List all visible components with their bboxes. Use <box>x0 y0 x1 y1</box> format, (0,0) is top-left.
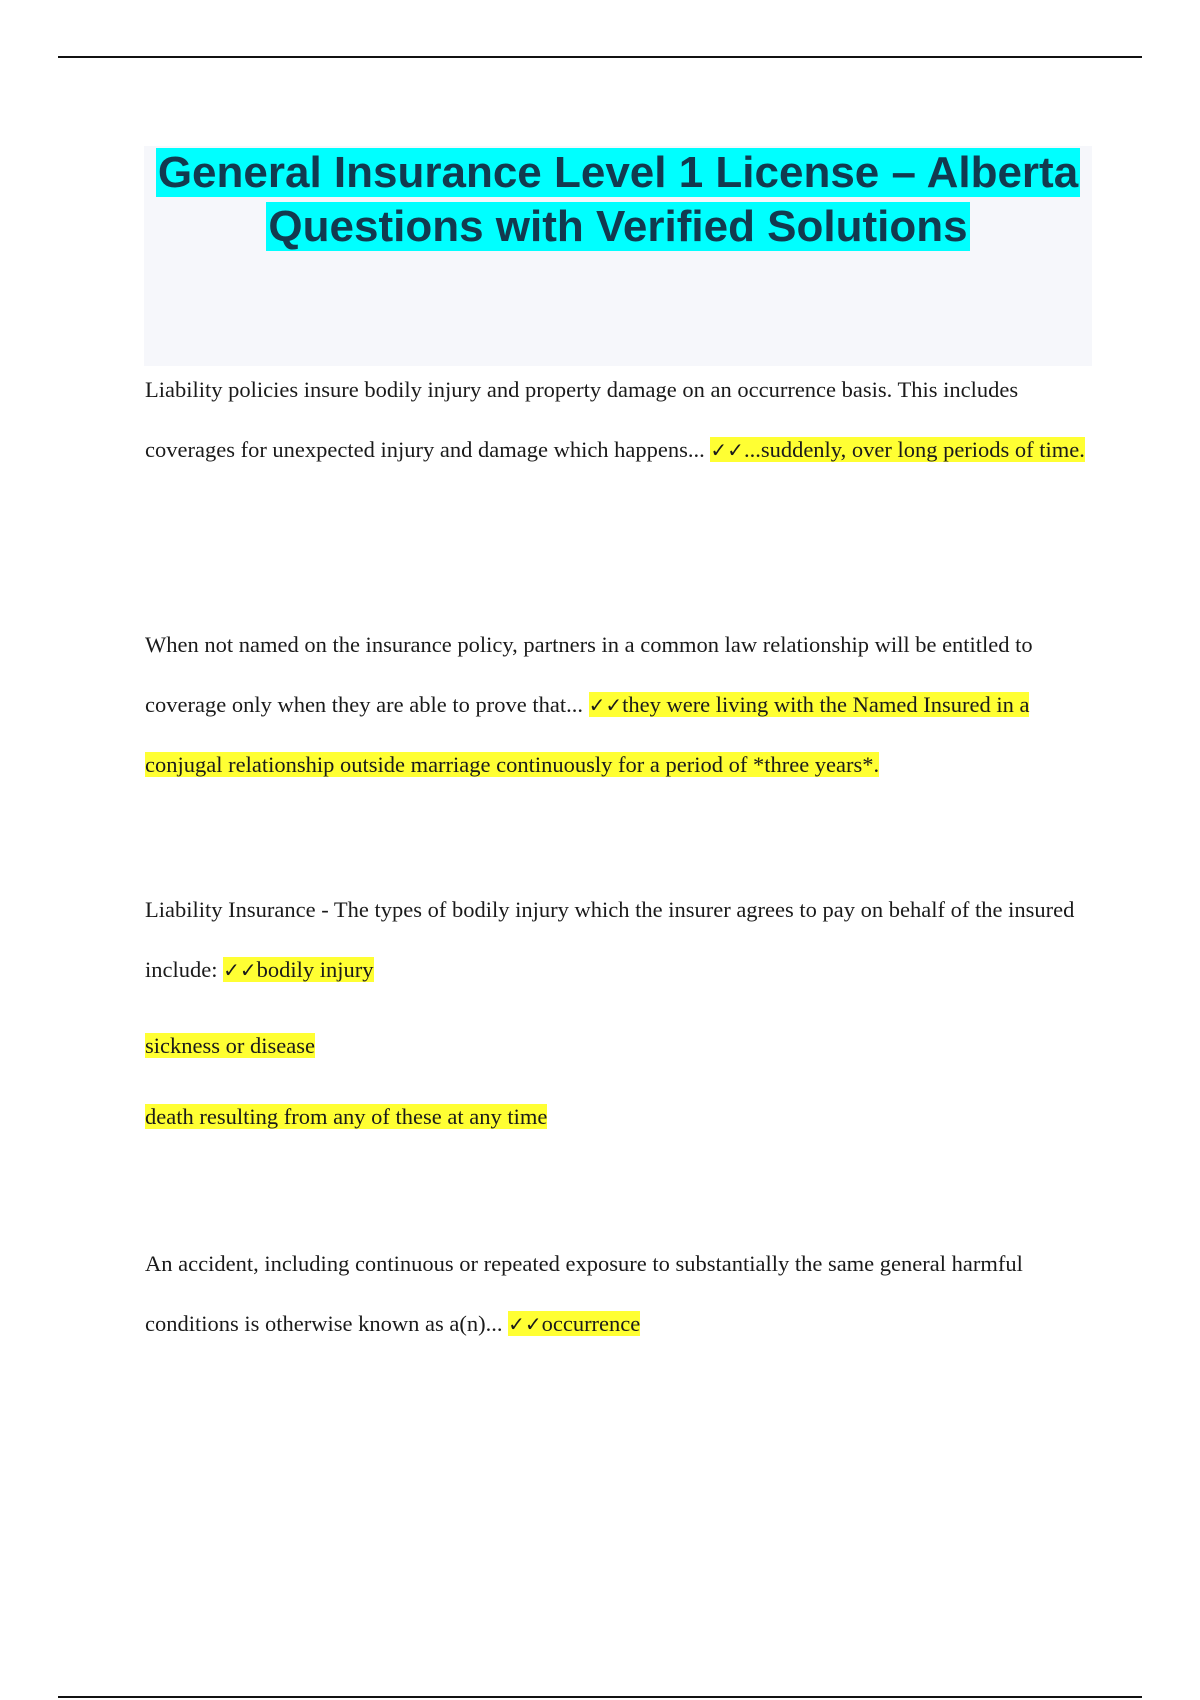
question-3 <box>145 880 1095 1000</box>
top-rule <box>58 56 1142 58</box>
check-icon: ✓✓ <box>710 437 744 462</box>
answer-3-extra-2: death resulting from any of these at any time <box>145 1104 548 1129</box>
answer-4-text: occurrence <box>541 1310 641 1336</box>
answer-3-line-2 <box>145 1029 315 1063</box>
question-1 <box>145 360 1095 480</box>
answer-2-text: they were living with the Named Insured in a conjugal relationship outside marriage continuously for a period of *three years*. <box>145 691 1030 777</box>
bottom-rule <box>58 1696 1142 1698</box>
check-icon: ✓✓ <box>223 957 257 982</box>
answer-3-text: bodily injury <box>256 956 374 982</box>
answer-3 <box>223 957 373 982</box>
answer-3-extra-1: sickness or disease <box>145 1033 315 1058</box>
question-4 <box>145 1234 1095 1354</box>
question-4-text: An accident, including continuous or repeated exposure to substantially the same general harmful conditions is otherwise known as a(n)... <box>145 1251 1023 1336</box>
question-3-text: Liability Insurance - The types of bodily injury which the insurer agrees to pay on behalf of the insured include: <box>145 897 1075 982</box>
question-2 <box>145 615 1095 795</box>
answer-1 <box>710 437 1085 462</box>
answer-3-line-3 <box>145 1100 547 1134</box>
question-1-text: Liability policies insure bodily injury and property damage on an occurrence basis. This includes coverages for unexpected injury and damage which happens... <box>145 377 1019 462</box>
answer-4 <box>508 1311 640 1336</box>
check-icon: ✓✓ <box>508 1311 542 1336</box>
answer-1-text: ...suddenly, over long periods of time. <box>743 436 1085 462</box>
question-2-text: When not named on the insurance policy, partners in a common law relationship will be entitled to coverage only when they are able to prove that... <box>145 632 1033 717</box>
check-icon: ✓✓ <box>588 692 623 717</box>
document-title: General Insurance Level 1 License – Alberta Questions with Verified Solutions <box>157 148 1079 251</box>
